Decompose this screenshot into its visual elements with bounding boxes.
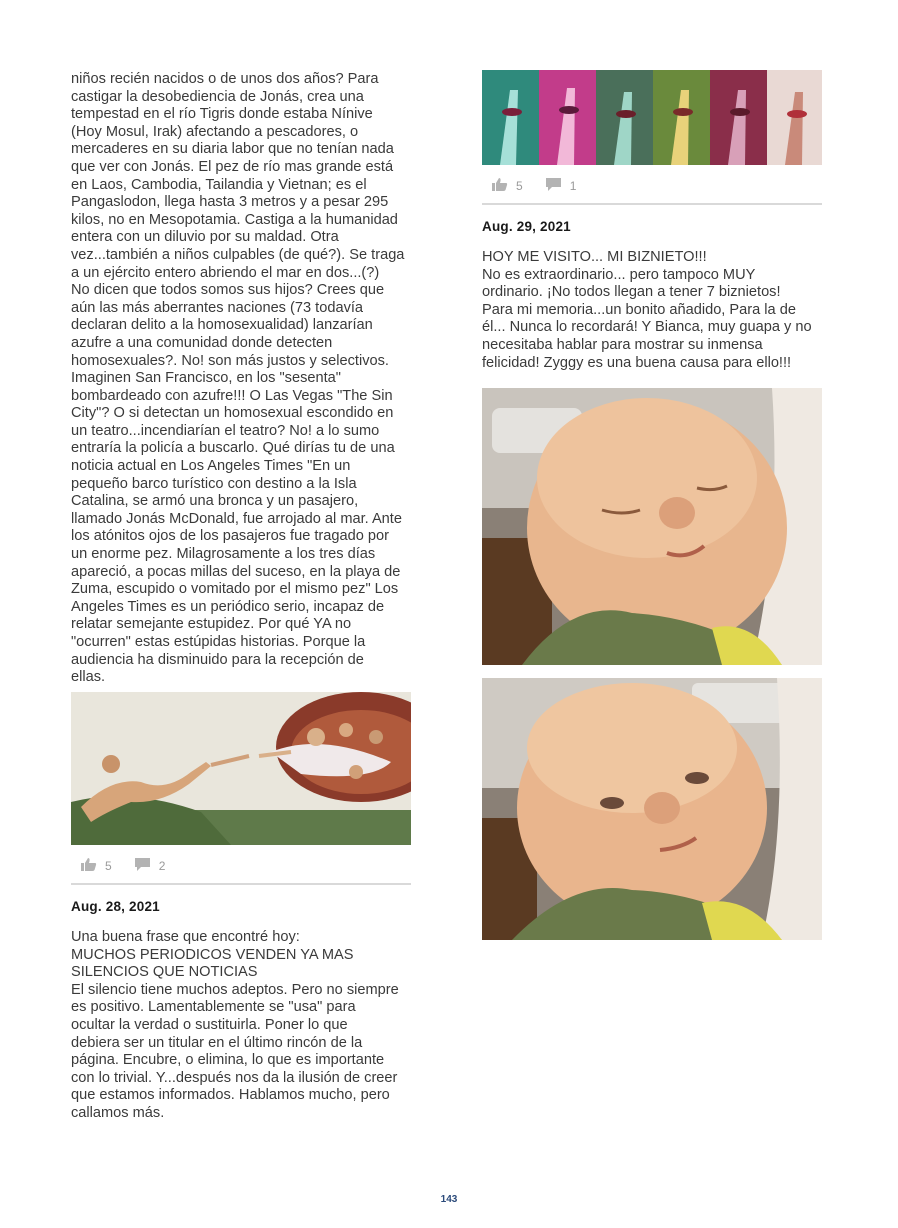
- post-top-social-bar: [491, 176, 598, 196]
- post3-date: Aug. 29, 2021: [482, 219, 571, 234]
- post2-date: Aug. 28, 2021: [71, 899, 160, 914]
- comment-icon[interactable]: [545, 177, 562, 195]
- baby-photo-2: [482, 678, 822, 940]
- post3-text: HOY ME VISITO... MI BIZNIETO!!! No es extraordinario... pero tampoco MUY ordinario. ¡No todos llegan a tener 7 biznietos! Para mi memoria...un bonito añadido, Para la de él... Nunca lo recordará! Y Bianca, muy guapa y no necesitaba hablar para mostrar su inmensa felicidad! Zyggy es una buena causa para ello!!!: [482, 249, 812, 371]
- comment-icon[interactable]: [134, 857, 151, 875]
- creation-of-adam-image: [71, 692, 411, 845]
- page-number: 143: [440, 1194, 458, 1205]
- shush-gesture-collage-image: [482, 70, 822, 165]
- post1-likes-count: 5: [105, 859, 112, 873]
- post-top-divider: [482, 203, 822, 205]
- post-top-comments-count: 1: [569, 179, 577, 193]
- continued-post-text: niños recién nacidos o de unos dos años? Para castigar la desobediencia de Jonás, crea una tempestad en el río Tigris donde estaba Nínive (Hoy Mosul, Irak) afectando a pescadores, o mercaderes en su diaria labor que no tenían nada que ver con Jonás. El pez de río mas grande está en Laos, Cambodia, Tailandia y Vietnan; es el Pangaslodon, llega hasta 3 metros y a pesar 295 kilos, no en Mesopotamia. Castiga a la humanidad entera con un diluvio por su maldad. Otra vez...también a niños culpables (de qué?). Se traga a un ejército entero abriendo el mar en dos...(?) No dicen que todos somos sus hijos? Crees que aún las más aberrantes naciones (73 todavía declaran delito a la homosexualidad) lanzarían azufre a una comunidad donde detecten homosexuales?. No! son más justos y selectivos. Imaginen San Francisco, en los "sesenta" bombardeado con azufre!!! O Las Vegas "The Sin City"? O si detectan un homosexual escondido en un teatro...incendiarían el teatro? No! a lo sumo entraría la policía a buscarlo. Qué dirías tu de una noticia actual en Los Angeles Times "En un pequeño barco turístico con destino a la Isla Catalina, se armó una bronca y un pasajero, llamado Jonás McDonald, fue arrojado al mar. Ante los atónitos ojos de los pasajeros fue tragado por un enorme pez. Milagrosamente a los tres días apareció, a pocas millas del suceso, en la playa de Zuma, escupido o vomitado por el mismo pez" Los Angeles Times es un periódico serio, incapaz de relatar semejante estupidez. Por qué YA no "ocurren" estas estúpidas historias. Porque la audiencia ha disminuido para la recepción de ellas.: [71, 71, 405, 686]
- post1-comments-count: 2: [158, 859, 166, 873]
- thumbs-up-icon[interactable]: [491, 177, 508, 195]
- post1-social-bar: [80, 856, 187, 876]
- post-top-likes-count: 5: [516, 179, 523, 193]
- baby-photo-1: [482, 388, 822, 665]
- post1-divider: [71, 883, 411, 885]
- post2-text: Una buena frase que encontré hoy: MUCHOS PERIODICOS VENDEN YA MAS SILENCIOS QUE NOTICIAS El silencio tiene muchos adeptos. Pero no siempre es positivo. Lamentablemente se "usa" para ocultar la verdad o sustituirla. Poner lo que debiera ser un titular en el último rincón de la página. Encubre, o elimina, lo que es importante con lo trivial. Y...después nos da la ilusión de creer que estamos informados. Hablamos mucho, pero callamos más.: [71, 929, 399, 1121]
- thumbs-up-icon[interactable]: [80, 857, 97, 875]
